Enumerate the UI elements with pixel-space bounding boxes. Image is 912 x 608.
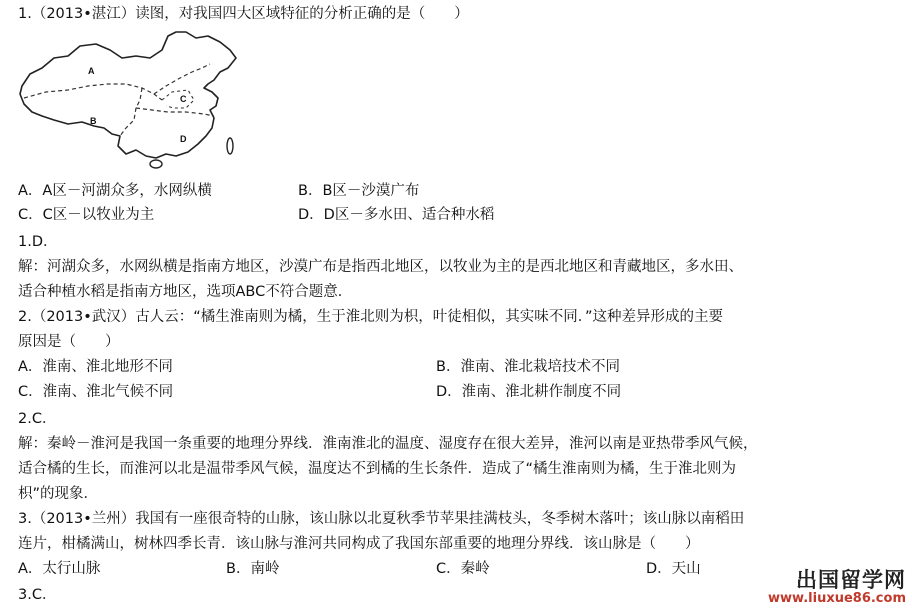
map-boundary-tibet — [120, 88, 142, 136]
map-label-a: A — [88, 66, 95, 76]
map-outline — [20, 32, 236, 158]
q2-explanation-line-1: 解：秦岭－淮河是我国一条重要的地理分界线．淮南淮北的温度、湿度存在很大差异，淮河以南是亚热带季风气候， — [18, 436, 758, 452]
q1-option-a: A．A区－河湖众多，水网纵横 — [18, 183, 212, 199]
q3-stem-line-1: 3.（2013•兰州）我国有一座很奇特的山脉，该山脉以北夏秋季节苹果挂满枝头，冬季树木落叶；该山脉以南稻田 — [18, 511, 745, 527]
q3-answer: 3.C． — [18, 587, 57, 603]
map-boundary-northeast — [154, 64, 210, 94]
q1-explanation-line-2: 适合种植水稻是指南方地区，选项ABC不符合题意． — [18, 284, 353, 300]
map-hainan — [150, 160, 162, 168]
china-region-map — [16, 28, 242, 170]
q2-option-d: D．淮南、淮北耕作制度不同 — [436, 384, 622, 400]
q1-option-b: B．B区－沙漠广布 — [298, 183, 420, 199]
map-taiwan — [227, 138, 233, 154]
map-label-b: B — [90, 116, 97, 126]
map-label-d: D — [180, 134, 187, 144]
q2-explanation-line-3: 枳”的现象． — [18, 486, 99, 502]
q1-option-d: D．D区－多水田、适合种水稻 — [298, 207, 495, 223]
q3-option-d: D．天山 — [646, 561, 701, 577]
q3-option-b: B．南岭 — [226, 561, 280, 577]
q1-stem: 1.（2013•湛江）读图，对我国四大区域特征的分析正确的是（ ） — [18, 6, 469, 22]
watermark-url: www.liuxue86.com — [768, 591, 906, 606]
q2-answer: 2.C． — [18, 411, 57, 427]
q1-option-c: C．C区－以牧业为主 — [18, 207, 155, 223]
q3-stem-line-2: 连片，柑橘满山，树林四季长青．该山脉与淮河共同构成了我国东部重要的地理分界线．该山脉是（ ） — [18, 536, 700, 552]
site-watermark — [768, 568, 906, 606]
q2-stem-line-1: 2.（2013•武汉）古人云：“橘生淮南则为橘，生于淮北则为枳，叶徒相似，其实味不同．”这种差异形成的主要 — [18, 309, 724, 325]
q1-answer: 1.D． — [18, 234, 58, 250]
q3-option-c: C．秦岭 — [436, 561, 490, 577]
q2-explanation-line-2: 适合橘的生长，而淮河以北是温带季风气候，温度达不到橘的生长条件．造成了“橘生淮南则为橘，生于淮北则为 — [18, 461, 737, 477]
map-boundary-north — [24, 84, 162, 100]
watermark-title: 出国留学网 — [796, 568, 906, 592]
map-label-c: C — [180, 94, 187, 104]
q2-option-b: B．淮南、淮北栽培技术不同 — [436, 359, 620, 375]
q2-stem-line-2: 原因是（ ） — [18, 334, 120, 350]
map-boundary-c — [162, 90, 194, 108]
q3-option-a: A．太行山脉 — [18, 561, 101, 577]
q2-option-c: C．淮南、淮北气候不同 — [18, 384, 174, 400]
q2-option-a: A．淮南、淮北地形不同 — [18, 359, 173, 375]
map-boundary-qinling — [136, 108, 214, 116]
q1-explanation-line-1: 解：河湖众多，水网纵横是指南方地区，沙漠广布是指西北地区，以牧业为主的是西北地区和青藏地区，多水田、 — [18, 259, 743, 275]
